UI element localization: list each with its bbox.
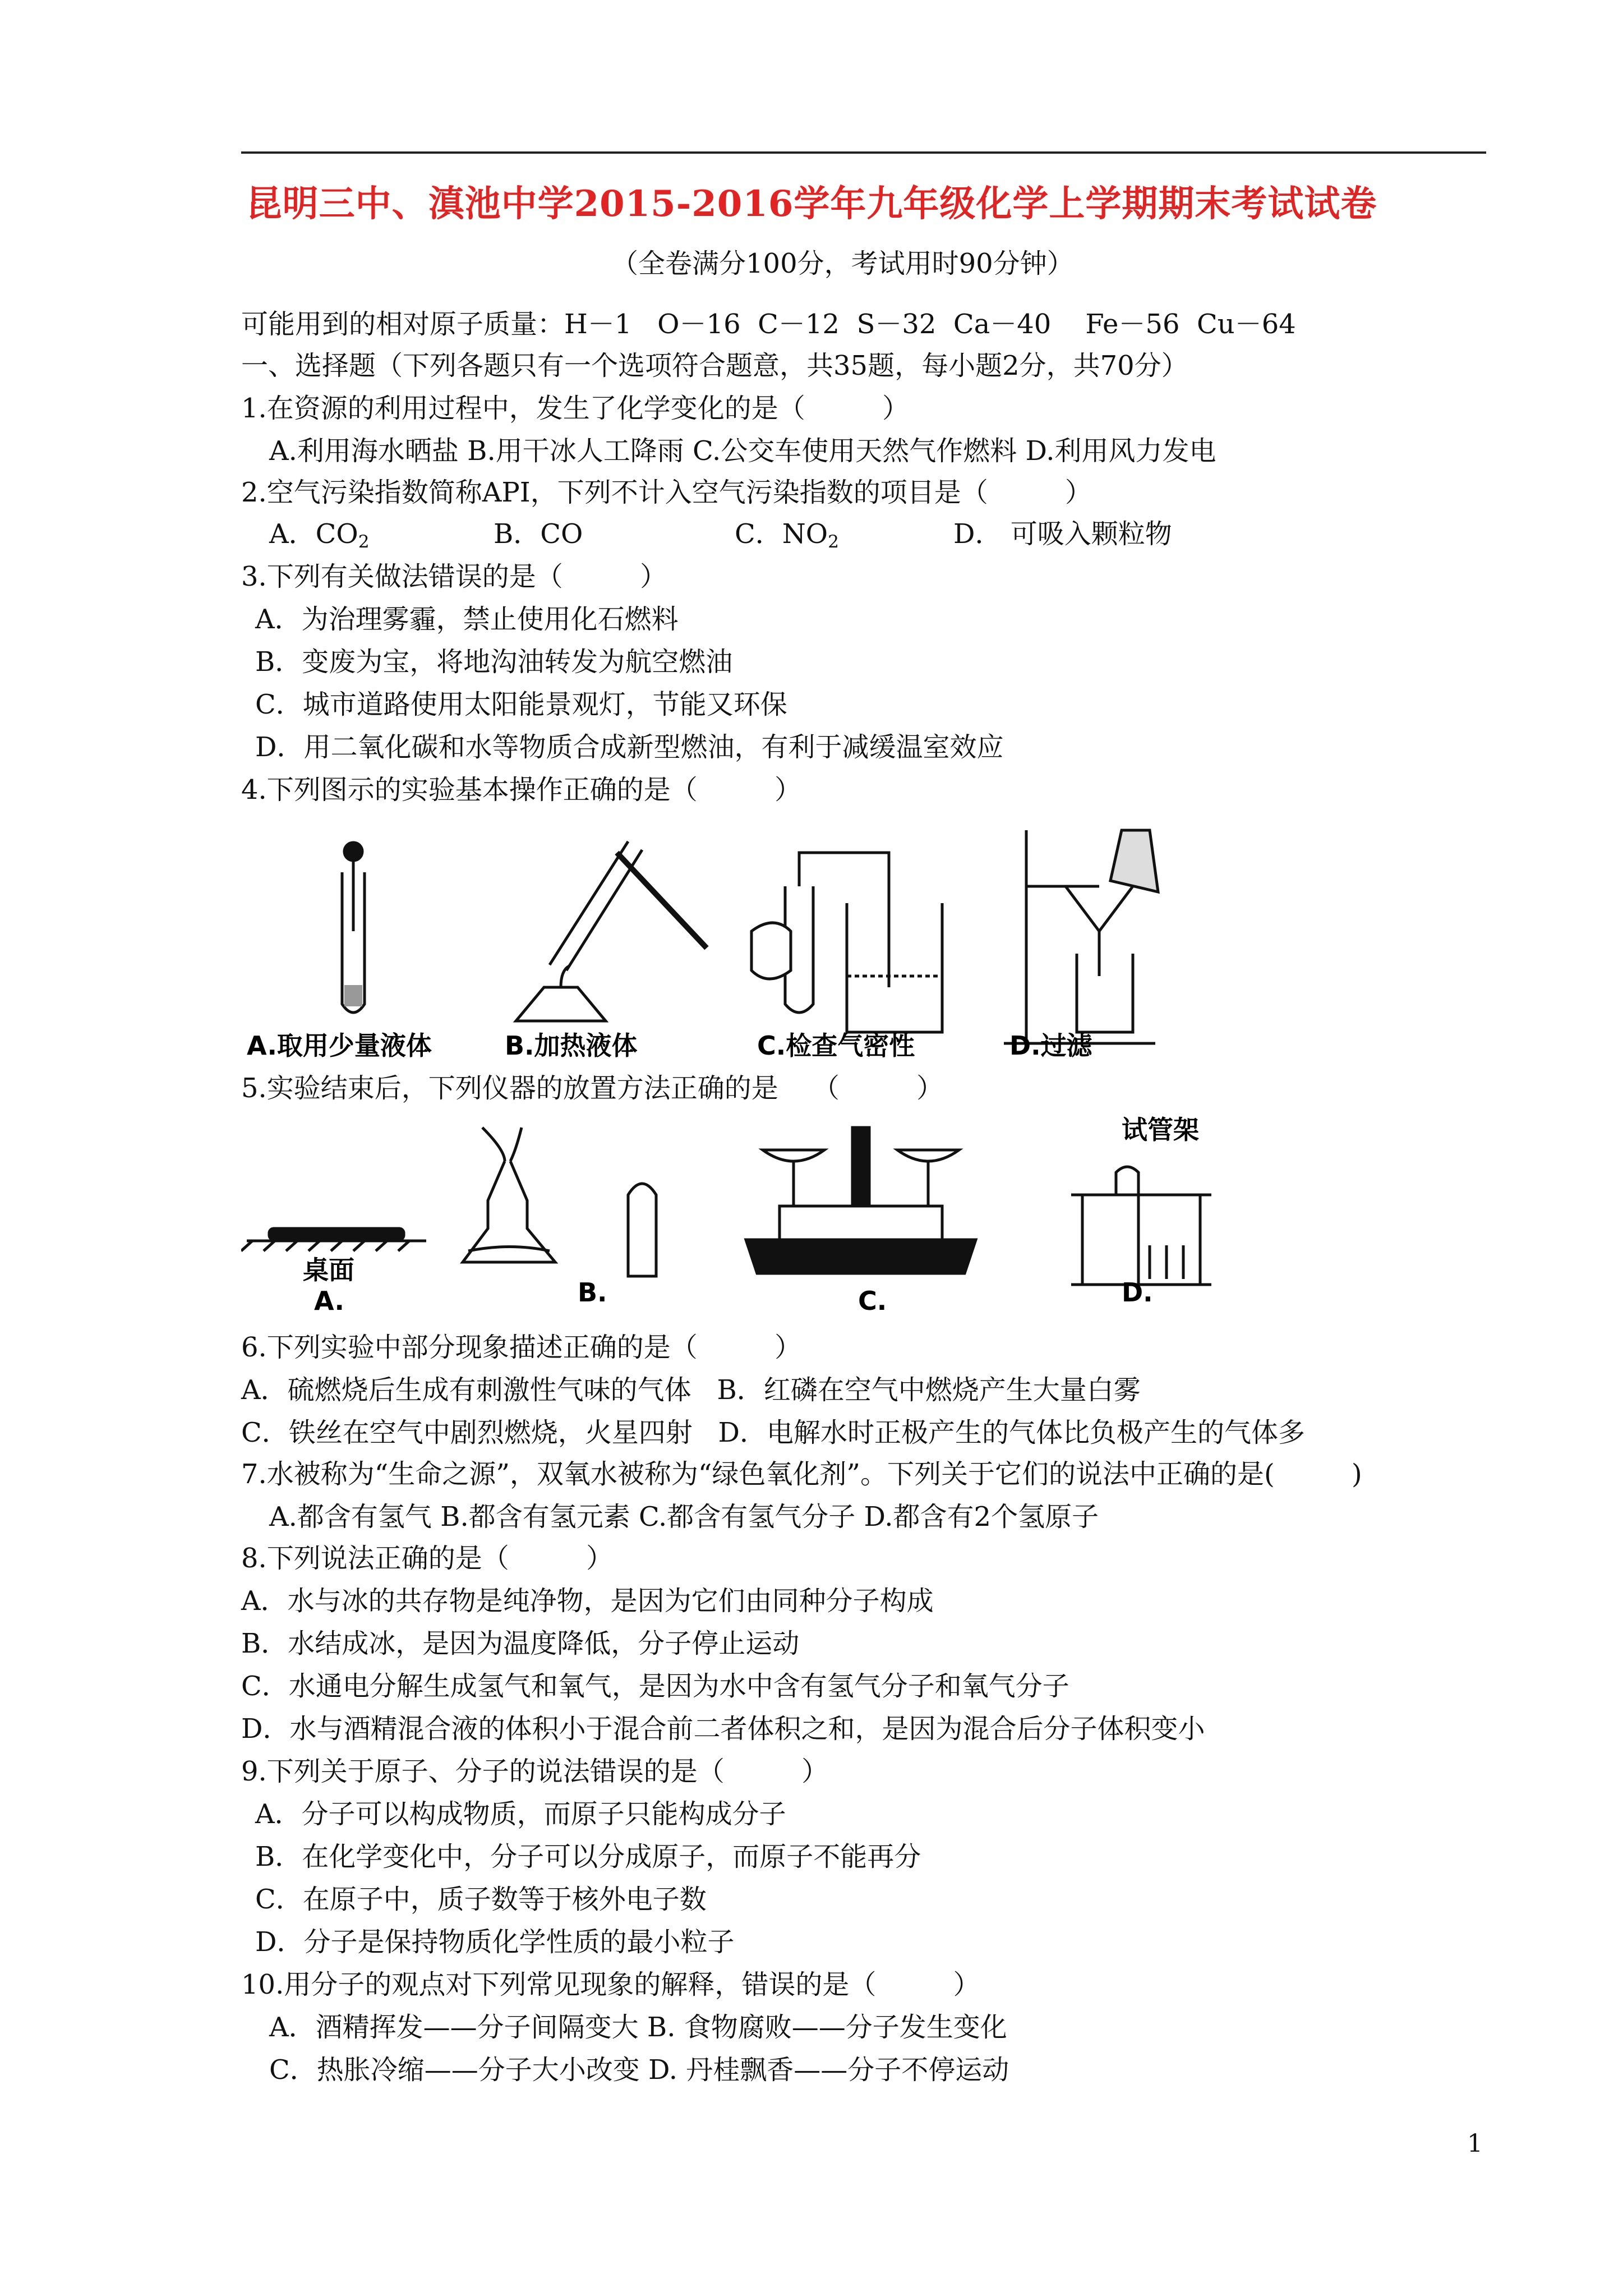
q2-stem: 2.空气污染指数简称API，下列不计入空气污染指数的项目是（ ）: [241, 477, 1092, 508]
section-heading: 一、选择题（下列各题只有一个选项符合题意，共35题，每小题2分，共70分）: [241, 350, 1188, 381]
q10-options-cd: C．热胀冷缩——分子大小改变 D. 丹桂飘香——分子不停运动: [269, 2054, 1009, 2086]
q4-figure: [247, 819, 1178, 1066]
q5-desk-label: 桌面: [303, 1255, 354, 1285]
q9-stem: 9.下列关于原子、分子的说法错误的是（ ）: [241, 1756, 829, 1787]
q10-stem: 10.用分子的观点对下列常见现象的解释，错误的是（ ）: [241, 1969, 980, 2000]
atomic-masses: 可能用到的相对原子质量：H－1 O－16 C－12 S－32 Ca－40 Fe－56 Cu－64: [241, 309, 1296, 340]
q5-caption-b: B.: [578, 1277, 607, 1308]
q3-option-b: B．变废为宝，将地沟油转发为航空燃油: [255, 646, 733, 678]
q6-options-ab: A．硫燃烧后生成有刺激性气味的气体 B．红磷在空气中燃烧产生大量白雾: [241, 1374, 1141, 1406]
q8-option-b: B．水结成冰，是因为温度降低，分子停止运动: [241, 1628, 800, 1659]
dropper-test-tube-drawing: [342, 843, 365, 1013]
q3-option-c: C．城市道路使用太阳能景观灯，节能又环保: [255, 689, 787, 720]
q2-option-d: D． 可吸入颗粒物: [953, 518, 1172, 550]
q6-stem: 6.下列实验中部分现象描述正确的是（ ）: [241, 1332, 802, 1363]
exam-subtitle: （全卷满分100分，考试用时90分钟）: [611, 248, 1074, 279]
dropper-on-desk-drawing: [241, 1228, 426, 1251]
q9-option-c: C．在原子中，质子数等于核外电子数: [255, 1884, 707, 1915]
alcohol-lamp-drawing: [463, 1128, 656, 1276]
test-tube-rack-drawing: [1071, 1167, 1211, 1285]
header-rule: [241, 151, 1486, 154]
q9-option-b: B．在化学变化中，分子可以分成原子，而原子不能再分: [255, 1841, 921, 1872]
q2-option-a: A．$CO_2$: [269, 518, 370, 552]
exam-title: 昆明三中、滇池中学2015-2016学年九年级化学上学期期末考试试卷: [246, 183, 1377, 225]
q4-caption-b: B.加热液体: [505, 1030, 638, 1061]
q10-options-ab: A．酒精挥发——分子间隔变大 B. 食物腐败——分子发生变化: [269, 2012, 1007, 2043]
q5-caption-c: C.: [858, 1286, 887, 1316]
q1-stem: 1.在资源的利用过程中，发生了化学变化的是（ ）: [241, 393, 910, 424]
q7-stem: 7.水被称为“生命之源”，双氧水被称为“绿色氧化剂”。下列关于它们的说法中正确的是( ): [241, 1458, 1362, 1490]
q5-caption-d: D.: [1122, 1277, 1153, 1308]
heating-liquid-drawing: [516, 841, 707, 1021]
airtight-check-drawing: [751, 853, 942, 1032]
q9-option-a: A．分子可以构成物质，而原子只能构成分子: [255, 1798, 786, 1830]
q5-stem: 5.实验结束后，下列仪器的放置方法正确的是 （ ）: [241, 1073, 944, 1104]
q8-option-d: D．水与酒精混合液的体积小于混合前二者体积之和，是因为混合后分子体积变小: [241, 1713, 1205, 1745]
q4-caption-c: C.检查气密性: [757, 1030, 915, 1061]
q2-option-b: B．CO: [494, 518, 583, 550]
q3-option-a: A．为治理雾霾，禁止使用化石燃料: [255, 604, 679, 635]
q1-options: A.利用海水晒盐 B.用干冰人工降雨 C.公交车使用天然气作燃料 D.利用风力发电: [269, 435, 1216, 467]
q2-option-c: C．$NO_2$: [735, 518, 839, 552]
q4-caption-a: A.取用少量液体: [247, 1030, 432, 1061]
page-number: 1: [1467, 2129, 1483, 2158]
q4-stem: 4.下列图示的实验基本操作正确的是（ ）: [241, 774, 802, 806]
q9-option-d: D．分子是保持物质化学性质的最小粒子: [255, 1926, 735, 1958]
q8-option-c: C．水通电分解生成氢气和氧气，是因为水中含有氢气分子和氧气分子: [241, 1671, 1069, 1702]
q3-stem: 3.下列有关做法错误的是（ ）: [241, 561, 667, 592]
q4-caption-d: D.过滤: [1009, 1030, 1092, 1061]
q8-stem: 8.下列说法正确的是（ ）: [241, 1543, 614, 1574]
q3-option-d: D．用二氧化碳和水等物质合成新型燃油，有利于减缓温室效应: [255, 731, 1004, 763]
q6-options-cd: C．铁丝在空气中剧烈燃烧，火星四射 D．电解水时正极产生的气体比负极产生的气体多: [241, 1417, 1305, 1448]
balance-drawing: [746, 1128, 976, 1273]
q7-options: A.都含有氢气 B.都含有氢元素 C.都含有氢气分子 D.都含有2个氢原子: [269, 1501, 1099, 1533]
filtration-drawing: [1004, 830, 1158, 1043]
q5-figure: [241, 1116, 1239, 1318]
q5-rack-label: 试管架: [1122, 1116, 1199, 1145]
q8-option-a: A．水与冰的共存物是纯净物，是因为它们由同种分子构成: [241, 1585, 934, 1617]
q5-caption-a: A.: [314, 1286, 344, 1316]
